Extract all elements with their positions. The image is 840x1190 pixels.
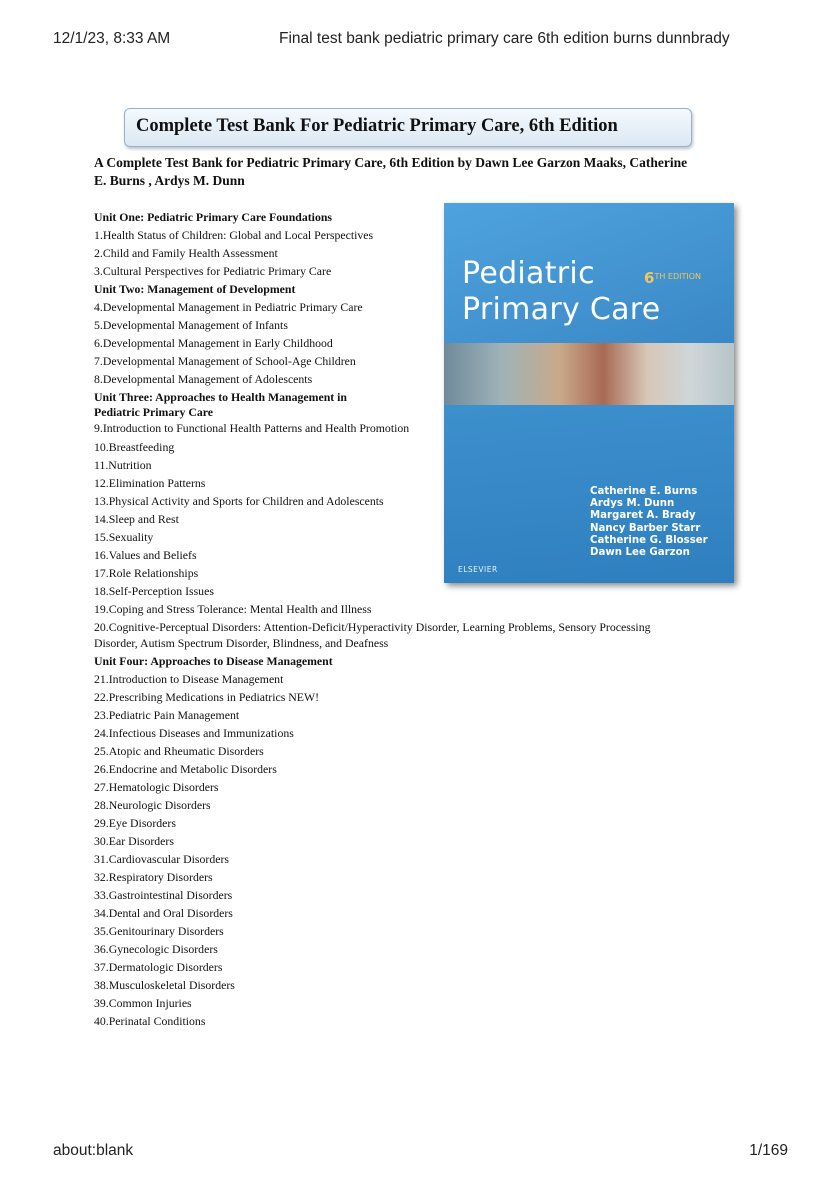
chapter-item: 2.Child and Family Health Assessment bbox=[94, 246, 278, 260]
unit-heading: Unit One: Pediatric Primary Care Foundations bbox=[94, 210, 332, 224]
chapter-item: 28.Neurologic Disorders bbox=[94, 797, 211, 812]
chapter-item: 6.Developmental Management in Early Childhood bbox=[94, 336, 333, 350]
chapter-item: 8.Developmental Management of Adolescents bbox=[94, 372, 313, 386]
chapter-item: 31.Cardiovascular Disorders bbox=[94, 851, 229, 866]
cover-title bbox=[462, 256, 661, 328]
chapter-item: 39.Common Injuries bbox=[94, 995, 192, 1010]
chapter-item: 16.Values and Beliefs bbox=[94, 547, 197, 562]
cover-children-photo bbox=[444, 343, 734, 405]
chapter-item: 26.Endocrine and Metabolic Disorders bbox=[94, 761, 277, 776]
chapter-item: 38.Musculoskeletal Disorders bbox=[94, 977, 235, 992]
print-datetime: 12/1/23, 8:33 AM bbox=[53, 30, 171, 47]
cover-author: Margaret A. Brady bbox=[590, 510, 696, 522]
chapter-item: 4.Developmental Management in Pediatric Primary Care bbox=[94, 300, 363, 314]
chapter-item: 21.Introduction to Disease Management bbox=[94, 671, 284, 686]
chapter-item: 22.Prescribing Medications in Pediatrics NEW! bbox=[94, 689, 320, 704]
chapter-item: 5.Developmental Management of Infants bbox=[94, 318, 288, 332]
chapter-item: 1.Health Status of Children: Global and Local Perspectives bbox=[94, 228, 374, 242]
chapter-item: 19.Coping and Stress Tolerance: Mental Health and Illness bbox=[94, 601, 372, 616]
cover-author: Catherine G. Blosser bbox=[590, 534, 708, 546]
chapter-item: 12.Elimination Patterns bbox=[94, 475, 206, 490]
chapter-item: 18.Self-Perception Issues bbox=[94, 583, 214, 598]
cover-author: Dawn Lee Garzon bbox=[590, 547, 690, 559]
chapter-item: 3.Cultural Perspectives for Pediatric Primary Care bbox=[94, 264, 332, 278]
unit-heading: Unit Two: Management of Development bbox=[94, 282, 296, 296]
chapter-item: 27.Hematologic Disorders bbox=[94, 779, 219, 794]
chapter-item: 25.Atopic and Rheumatic Disorders bbox=[94, 743, 264, 758]
chapter-item: 13.Physical Activity and Sports for Children and Adolescents bbox=[94, 493, 384, 508]
cover-edition-number: 6 bbox=[644, 269, 655, 287]
cover-author: Nancy Barber Starr bbox=[590, 522, 701, 534]
print-url: about:blank bbox=[53, 1142, 134, 1159]
cover-edition bbox=[644, 269, 701, 287]
chapter-item: 35.Genitourinary Disorders bbox=[94, 923, 224, 938]
document-subtitle: A Complete Test Bank for Pediatric Primary Care, 6th Edition by Dawn Lee Garzon Maaks, Catherine E. Burns , Ardys M. Dunn bbox=[94, 155, 688, 188]
chapter-item: 36.Gynecologic Disorders bbox=[94, 941, 218, 956]
cover-title-line: Primary Care bbox=[462, 292, 661, 327]
chapter-item: 23.Pediatric Pain Management bbox=[94, 707, 240, 722]
chapter-item: 10.Breastfeeding bbox=[94, 439, 175, 454]
chapter-item: 37.Dermatologic Disorders bbox=[94, 959, 223, 974]
chapter-item: 34.Dental and Oral Disorders bbox=[94, 905, 233, 920]
cover-authors bbox=[590, 486, 708, 559]
cover-title-line: Pediatric bbox=[462, 256, 595, 291]
document-title-box bbox=[124, 108, 692, 147]
print-page-number: 1/169 bbox=[749, 1142, 788, 1159]
chapter-item: 11.Nutrition bbox=[94, 457, 152, 472]
cover-author: Ardys M. Dunn bbox=[590, 498, 675, 510]
chapter-item: 15.Sexuality bbox=[94, 529, 154, 544]
chapter-item: 32.Respiratory Disorders bbox=[94, 869, 213, 884]
chapter-item: 29.Eye Disorders bbox=[94, 815, 176, 830]
cover-author: Catherine E. Burns bbox=[590, 486, 698, 497]
chapter-item: 9.Introduction to Functional Health Patterns and Health Promotion bbox=[94, 421, 410, 435]
print-page-title: Final test bank pediatric primary care 6th edition burns dunnbrady bbox=[279, 30, 730, 47]
cover-edition-suffix: TH EDITION bbox=[654, 272, 701, 281]
chapter-item: 40.Perinatal Conditions bbox=[94, 1013, 206, 1028]
chapter-item: 24.Infectious Diseases and Immunizations bbox=[94, 725, 294, 740]
document-title: Complete Test Bank For Pediatric Primary Care, 6th Edition bbox=[136, 116, 618, 136]
chapter-item: 30.Ear Disorders bbox=[94, 833, 174, 848]
cover-publisher: ELSEVIER bbox=[458, 565, 498, 574]
book-cover-image bbox=[444, 203, 734, 583]
chapter-item: 7.Developmental Management of School-Age Children bbox=[94, 354, 356, 368]
unit-heading: Unit Four: Approaches to Disease Management bbox=[94, 653, 333, 668]
chapter-item: 33.Gastrointestinal Disorders bbox=[94, 887, 233, 902]
unit-heading: Unit Three: Approaches to Health Management in Pediatric Primary Care bbox=[94, 389, 347, 419]
chapter-item: 20.Cognitive-Perceptual Disorders: Attention-Deficit/Hyperactivity Disorder, Learning Problems, Sensory Processing Disorder, Autism Spectrum Disorder, Blindness, and Deafness bbox=[94, 619, 651, 650]
chapter-item: 14.Sleep and Rest bbox=[94, 511, 179, 526]
chapter-item: 17.Role Relationships bbox=[94, 565, 199, 580]
